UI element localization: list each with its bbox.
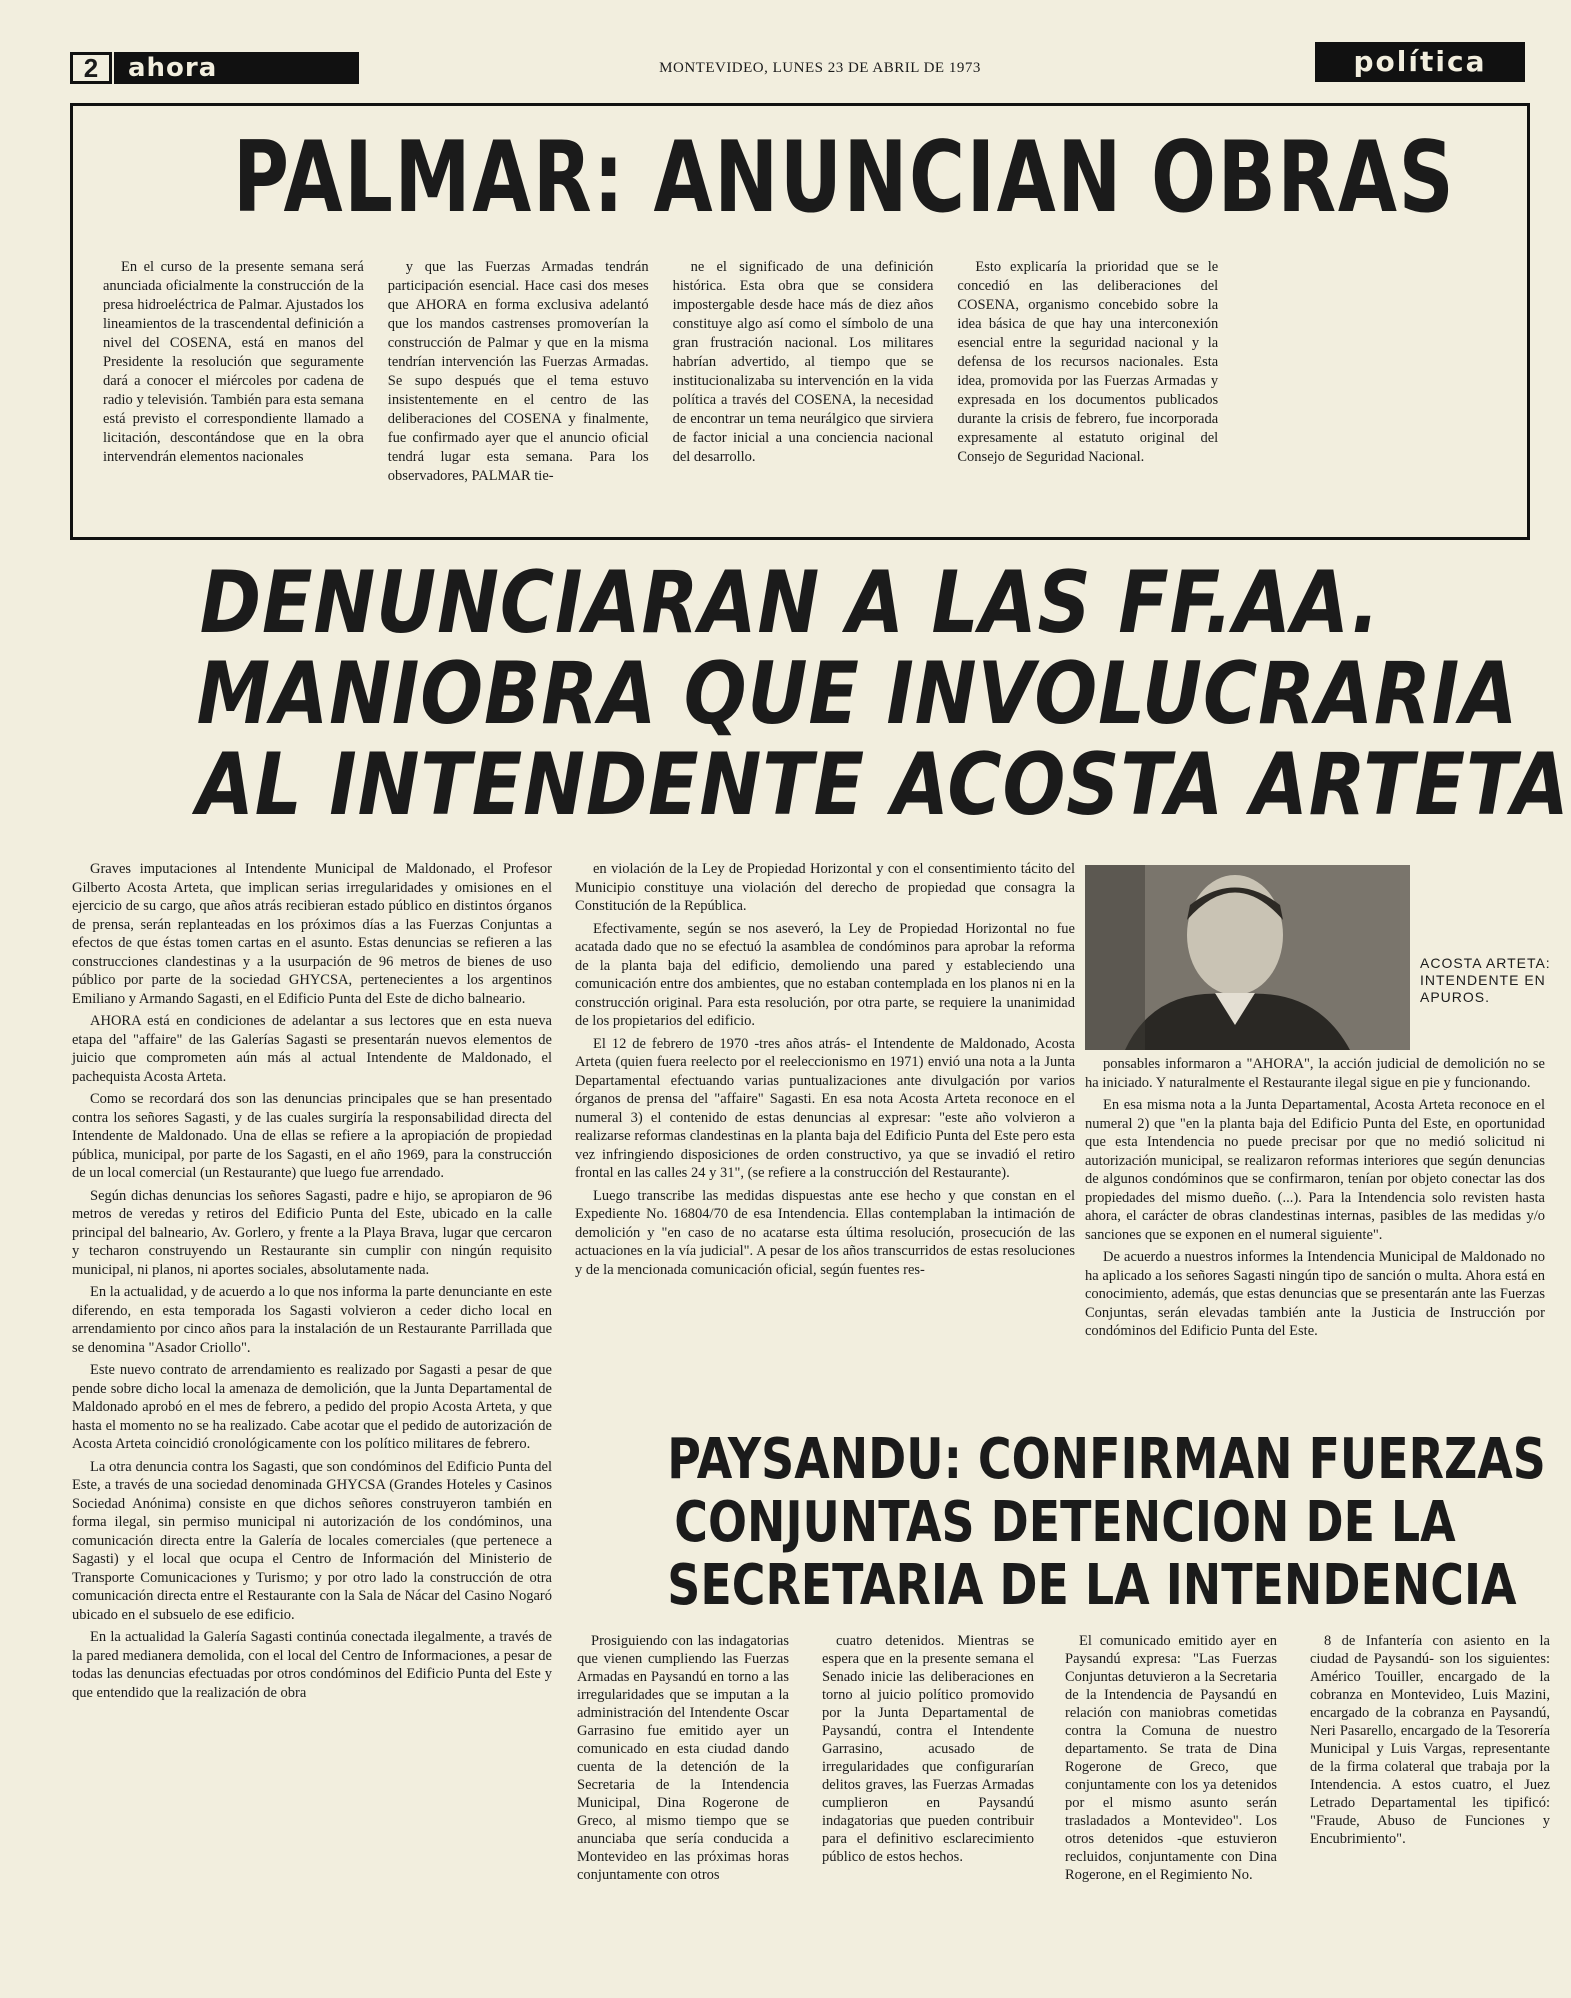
paysandu-col-2 — [822, 1632, 1034, 1972]
paysandu-headline-line: SECRETARIA DE LA INTENDENCIA — [667, 1553, 1517, 1618]
paragraph: ponsables informaron a "AHORA", la acción judicial de demolición no se ha iniciado. Y naturalmente el Restaurante ilegal sigue en pie y funcionando. — [1085, 1056, 1545, 1091]
paragraph: Graves imputaciones al Intendente Municipal de Maldonado, el Profesor Gilberto Acosta Arteta, que implican serias irregularidades y omisiones en el ejercicio de su cargo, que años atrás recibieran estado público en distintos órganos de prensa, serán replanteadas en los próximos días a las Fuerzas Conjuntas a efectos de que éstas tomen cartas en el asunto. Estas denuncias se refieren a las construcciones clandestinas y a la usurpación de 96 metros de bienes de uso público por parte de la sociedad GHYCSA, pertenecientes a los argentinos Emiliano y Armando Sagasti, en el Edificio Punta del Este de dicho balneario. — [72, 861, 552, 1007]
paragraph: El 12 de febrero de 1970 -tres años atrás- el Intendente de Maldonado, Acosta Arteta (quien fuera reelecto por el reeleccionismo en 1971) envió una nota a la Junta Departamental efectuando varias puntualizaciones ante divulgación por varios órganos de prensa del "affaire" Sagasti. En esa nota Acosta Arteta reconoce en el numeral 3) el contenido de estas denuncias al expresar: "este año volvieron a realizarse reformas clandestinas en la planta baja del Edificio Punta del Este pero esta vez infringiendo disposiciones de orden constructivo, ya que se invadió el retiro frontal en las calles 24 y 31", (se refiere a la construcción del Restaurante). — [575, 1035, 1075, 1181]
palmar-col-1 — [103, 258, 364, 528]
palmar-columns — [103, 258, 1503, 528]
paragraph: ne el significado de una definición histórica. Esta obra que se considera impostergable desde hace más de diez años constituye algo así como el símbolo de una gran frustración nacional. Los militares habrían advertido, al tiempo que se institucionalizaba su intervención en la vida política a través del COSENA, la necesidad de encontrar un tema neurálgico que sirviera de factor inicial a una conciencia nacional del desarrollo. — [672, 259, 934, 465]
paragraph: El comunicado emitido ayer en Paysandú expresa: "Las Fuerzas Conjuntas detuvieron a la Secretaria de la Intendencia de Paysandú en relación con maniobras cometidas contra la Comuna de nuestro departamento. Se trata de Dina Rogerone de Greco, que conjuntamente con los ya detenidos por el mismo asunto serán trasladados a Montevideo". Los otros detenidos -que estuvieron recluidos, conjuntamente con Dina Rogerone, en el Regimiento No. — [1065, 1633, 1277, 1883]
palmar-headline: PALMAR: ANUNCIAN OBRAS — [232, 121, 1456, 235]
photo-caption: ACOSTA ARTETA: INTENDENTE EN APUROS. — [1420, 955, 1551, 1005]
ffaa-headline — [196, 553, 1570, 835]
dateline: MONTEVIDEO, LUNES 23 DE ABRIL DE 1973 — [659, 60, 981, 76]
paragraph: Prosiguiendo con las indagatorias que vienen cumpliendo las Fuerzas Armadas en Paysandú en torno a las irregularidades que se imputan a la administración del Intendente Oscar Garrasino fue emitido ayer un comunicado en esta ciudad dando cuenta de la detención de la Secretaria de la Intendencia Municipal, Dina Rogerone de Greco, al mismo tiempo que se anunciaba que sería conducida a Montevideo en las próximas horas conjuntamente con otros — [577, 1633, 789, 1883]
page-number: 2 — [70, 52, 112, 84]
paysandu-col-1 — [577, 1632, 789, 1972]
paragraph: 8 de Infantería con asiento en la ciudad de Paysandú- son los siguientes: Américo Touiller, encargado de la cobranza en Montevideo, Luis Mazini, encargado de la cobranza en Paysandú, Neri Pasarello, encargado de la Tesorería Municipal y Luis Vargas, representante de la firma colateral que trabaja por la Intendencia. A estos cuatro, el Juez Letrado Departamental les tipificó: "Fraude, Abuso de Funciones y Encubrimiento". — [1310, 1633, 1550, 1847]
paysandu-col-4 — [1310, 1632, 1550, 1972]
paysandu-headline-line: CONJUNTAS DETENCION DE LA — [674, 1490, 1456, 1555]
paragraph: AHORA está en condiciones de adelantar a sus lectores que en esta nueva etapa del "affaire" de las Galerías Sagasti se presentarán nuevos elementos de juicio que comprometen aún más al actual Intendente de Maldonado, el pachequista Acosta Arteta. — [72, 1013, 552, 1085]
paragraph: cuatro detenidos. Mientras se espera que en la presente semana el Senado inicie las deliberaciones en torno al juicio político promovido por la Junta Departamental de Paysandú, contra el Intendente Garrasino, acusado de irregularidades que configurarían delitos graves, las Fuerzas Armadas cumplieron en Paysandú indagatorias que pueden contribuir para el definitivo esclarecimiento público de estos hechos. — [822, 1633, 1034, 1865]
paragraph: Como se recordará dos son las denuncias principales que se han presentado contra los señores Sagasti, y de las cuales surgiría la responsabilidad directa del Intendente de Maldonado. Una de ellas se refiere a la apropiación de propiedad pública, municipal, por parte de los Sagasti, en el año 1969, para la construcción de un local comercial (un Restaurante) que luego fue arrendado. — [72, 1091, 552, 1181]
palmar-col-2 — [388, 258, 649, 528]
section-label: política — [1315, 42, 1525, 82]
portrait-photo — [1085, 865, 1410, 1050]
palmar-col-3 — [673, 258, 934, 528]
paragraph: La otra denuncia contra los Sagasti, que son condóminos del Edificio Punta del Este, a través de una sociedad denominada GHYCSA (Grandes Hoteles y Casinos Sociedad Anónima) consiste en que dichos señores construyeron también en forma ilegal, sin permiso municipal ni autorización de los condóminos, una comunicación directa entre la Galería de locales comerciales (que pertenece a Sagasti) y el local que ocupa el Centro de Información del Ministerio de Transporte Comunicaciones y Turismo; y por otro lado la construcción de otra comunicación directa entre el Restaurante con la Sala de Nácar del Casino Nogaró ubicado en el subsuelo de ese edificio. — [72, 1458, 552, 1623]
ffaa-headline-line: DENUNCIARAN A LAS FF.AA. — [199, 553, 1381, 653]
paysandu-headline-line: PAYSANDU: CONFIRMAN FUERZAS — [667, 1427, 1546, 1492]
paragraph: Efectivamente, según se nos aseveró, la Ley de Propiedad Horizontal no fue acatada dado que no se efectuó la asamblea de condóminos para aprobar la reforma de la planta baja del edificio, demoliendo una pared y estableciendo una comunicación entre dos ambientes, que no estaban contemplada en los planos ni en la construcción original. Para esta resolución, por otra parte, se requiere la unanimidad de los propietarios del edificio. — [575, 920, 1075, 1029]
paragraph: De acuerdo a nuestros informes la Intendencia Municipal de Maldonado no ha aplicado a los señores Sagasti ningún tipo de sanción o multa. Ahora está en conocimiento, además, que estas denuncias que se presentarán ante las Fuerzas Conjuntas, serán elevadas también ante la Justicia de Instrucción por condóminos del Edificio Punta del Este. — [1085, 1249, 1545, 1339]
paragraph: Según dichas denuncias los señores Sagasti, padre e hijo, se apropiaron de 96 metros de veredas y retiros del Edificio Punta del Este, ubicado en la calle principal del balneario, Av. Gorlero, y frente a la Playa Brava, lugar que cercaron y techaron construyendo un Restaurante sin cumplir con ningún requisito municipal, ni planos, ni aportes sociales, absolutamente nada. — [72, 1187, 552, 1278]
brand-logo: ahora — [114, 52, 359, 84]
paragraph: Esto explicaría la prioridad que se le concedió en las deliberaciones del COSENA, organismo concebido sobre la idea básica de que hay una interconexión esencial entre la seguridad nacional y la defensa de los recursos nacionales. Esta idea, promovida por las Fuerzas Armadas y expresada en los documentos publicados durante la crisis de febrero, fue incorporada expresamente al estatuto original del Consejo de Seguridad Nacional. — [957, 259, 1219, 465]
paragraph: Luego transcribe las medidas dispuestas ante ese hecho y que constan en el Expediente No. 16804/70 de esa Intendencia. Ellas contemplaban la intimación de demolición y "en caso de no acatarse esta última resolución, prosecución de las actuaciones en la vía judicial". A pesar de los años transcurridos de estas resoluciones y de la mencionada comunicación oficial, según fuentes res- — [575, 1187, 1075, 1278]
paragraph: En esa misma nota a la Junta Departamental, Acosta Arteta reconoce en el numeral 2) que "en la planta baja del Edificio Punta del Este, en oportunidad que esta Intendencia no puede precisar por que no medió solicitud ni autorización municipal, se realizaron reformas interiores que según denuncias de algunos condóminos que se confirmaron, tenían por objeto conectar las dos propiedades del mismo dueño. (...). Para la Intendencia solo revisten hasta ahora, el carácter de obras clandestinas internas, pasibles de las medidas y/o sanciones que se exponen en el numeral siguiente". — [1085, 1097, 1545, 1243]
paysandu-col-3 — [1065, 1632, 1277, 1972]
paysandu-headline — [667, 1427, 1546, 1618]
ffaa-col-3 — [1085, 1055, 1545, 1430]
ffaa-headline-line: AL INTENDENTE ACOSTA ARTETA — [196, 735, 1570, 835]
ffaa-headline-line: MANIOBRA QUE INVOLUCRARIA — [196, 644, 1519, 744]
portrait-image — [1085, 865, 1410, 1050]
paragraph: en violación de la Ley de Propiedad Horizontal y con el consentimiento tácito del Municipio constituye una violación del derecho de propiedad que consagra la Constitución de la República. — [575, 861, 1075, 914]
masthead — [70, 45, 1525, 86]
palmar-story-box — [70, 103, 1530, 540]
paragraph: En la actualidad la Galería Sagasti continúa conectada ilegalmente, a través de la pared medianera demolida, con el local del Centro de Informaciones, a pesar de todas las denuncias efectuadas por otros condóminos del Edificio Punta del Este y que entendido que la realización de obra — [72, 1629, 552, 1701]
palmar-col-4 — [957, 258, 1218, 528]
paragraph: y que las Fuerzas Armadas tendrán participación esencial. Hace casi dos meses que AHORA en forma exclusiva adelantó que los mandos castrenses promoverían la construcción de Palmar y que en la misma tendrían intervención las Fuerzas Armadas. Se supo después que el tema estuvo insistentemente en el centro de las deliberaciones del COSENA y finalmente, fue confirmado ayer que el anuncio oficial tendrá lugar esta semana. Para los observadores, PALMAR tie- — [387, 259, 649, 484]
ffaa-col-1 — [72, 860, 552, 1965]
ffaa-col-2 — [575, 860, 1075, 1405]
paragraph: En la actualidad, y de acuerdo a lo que nos informa la parte denunciante en este diferendo, en esta temporada los Sagasti volvieron a ceder dicho local en arrendamiento por cinco años para la instalación de un Restaurante Parrillada que se denomina "Asador Criollo". — [72, 1284, 552, 1356]
paragraph: En el curso de la presente semana será anunciada oficialmente la construcción de la presa hidroeléctrica de Palmar. Ajustados los lineamientos de la trascendental definición a nivel del COSENA, está en manos del Presidente la resolución que seguramente dará a conocer el miércoles por cadena de radio y televisión. También para esta semana está previsto el correspondiente llamado a licitación, descontándose que en la obra intervendrán elementos nacionales — [103, 259, 364, 465]
palmar-col-5 — [1242, 258, 1503, 528]
paragraph: Este nuevo contrato de arrendamiento es realizado por Sagasti a pesar de que pende sobre dicho local la amenaza de demolición, que la Junta Departamental de Maldonado aprobó en el mes de febrero, a pedido del propio Acosta Arteta, y que hasta el momento no se ha realizado. Cabe acotar que el pedido de autorización de Acosta Arteta coincidió cronológicamente con los político militares de febrero. — [72, 1362, 552, 1452]
